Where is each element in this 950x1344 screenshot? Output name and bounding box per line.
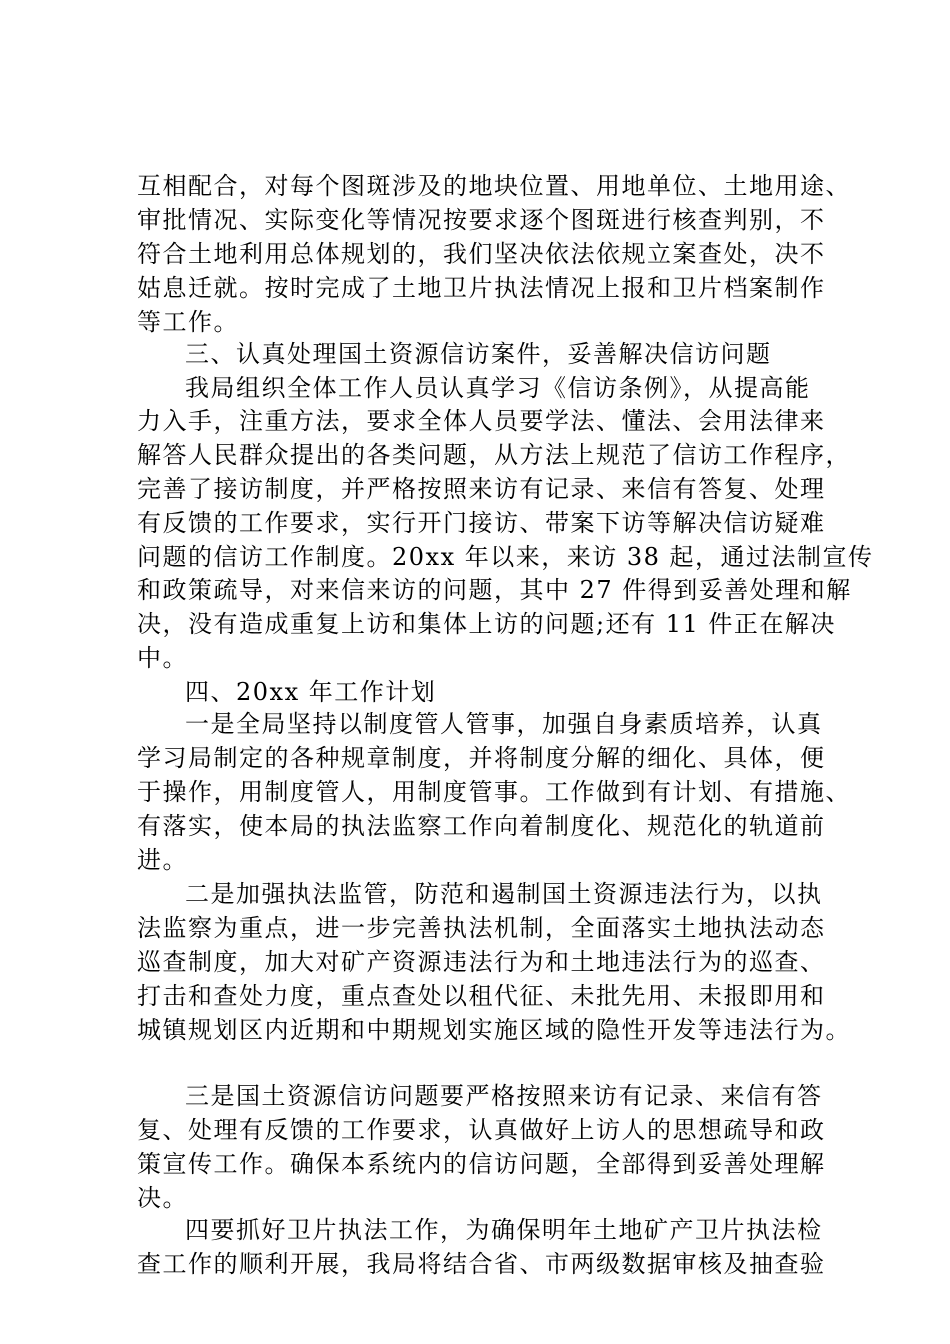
text-line: 二是加强执法监管，防范和遏制国土资源违法行为，以执 bbox=[185, 880, 823, 908]
text-line: 问题的信访工作制度。20xx 年以来，来访 38 起，通过法制宣传 bbox=[137, 543, 874, 571]
text-line: 策宣传工作。确保本系统内的信访问题，全部得到妥善处理解 bbox=[137, 1150, 826, 1178]
text-line: 法监察为重点，进一步完善执法机制，全面落实土地执法动态 bbox=[137, 914, 826, 942]
text-line: 有落实，使本局的执法监察工作向着制度化、规范化的轨道前 bbox=[137, 812, 826, 840]
text-line: 城镇规划区内近期和中期规划实施区域的隐性开发等违法行为。 bbox=[137, 1016, 851, 1044]
text-line: 打击和查处力度，重点查处以租代征、未批先用、未报即用和 bbox=[137, 982, 826, 1010]
text-line: 解答人民群众提出的各类问题，从方法上规范了信访工作程序， bbox=[137, 441, 851, 469]
section-heading: 四、20xx 年工作计划 bbox=[185, 678, 437, 706]
text-line: 完善了接访制度，并严格按照来访有记录、来信有答复、处理 bbox=[137, 475, 826, 503]
text-line: 复、处理有反馈的工作要求，认真做好上访人的思想疏导和政 bbox=[137, 1116, 826, 1144]
text-line: 等工作。 bbox=[137, 308, 239, 336]
text-line: 互相配合，对每个图斑涉及的地块位置、用地单位、土地用途、 bbox=[137, 172, 851, 200]
text-line: 查工作的顺利开展，我局将结合省、市两级数据审核及抽查验 bbox=[137, 1250, 826, 1278]
text-line: 姑息迁就。按时完成了土地卫片执法情况上报和卫片档案制作 bbox=[137, 274, 826, 302]
text-line: 有反馈的工作要求，实行开门接访、带案下访等解决信访疑难 bbox=[137, 509, 826, 537]
text-line: 中。 bbox=[137, 644, 188, 672]
text-line: 审批情况、实际变化等情况按要求逐个图斑进行核查判别，不 bbox=[137, 206, 826, 234]
text-line: 符合土地利用总体规划的，我们坚决依法依规立案查处，决不 bbox=[137, 240, 826, 268]
text-line: 三是国土资源信访问题要严格按照来访有记录、来信有答 bbox=[185, 1082, 823, 1110]
text-line: 一是全局坚持以制度管人管事，加强自身素质培养，认真 bbox=[185, 710, 823, 738]
text-line: 决，没有造成重复上访和集体上访的问题;还有 11 件正在解决 bbox=[137, 610, 836, 638]
text-line: 力入手，注重方法，要求全体人员要学法、懂法、会用法律来 bbox=[137, 407, 826, 435]
text-line: 我局组织全体工作人员认真学习《信访条例》，从提高能 bbox=[185, 374, 811, 402]
text-line: 和政策疏导，对来信来访的问题，其中 27 件得到妥善处理和解 bbox=[137, 576, 852, 604]
text-line: 决。 bbox=[137, 1184, 188, 1212]
text-line: 巡查制度，加大对矿产资源违法行为和土地违法行为的巡查、 bbox=[137, 948, 826, 976]
text-line: 四要抓好卫片执法工作，为确保明年土地矿产卫片执法检 bbox=[185, 1216, 823, 1244]
text-line: 进。 bbox=[137, 846, 188, 874]
text-line: 学习局制定的各种规章制度，并将制度分解的细化、具体，便 bbox=[137, 744, 826, 772]
text-line: 于操作，用制度管人，用制度管事。工作做到有计划、有措施、 bbox=[137, 778, 851, 806]
section-heading: 三、认真处理国土资源信访案件，妥善解决信访问题 bbox=[185, 340, 772, 368]
